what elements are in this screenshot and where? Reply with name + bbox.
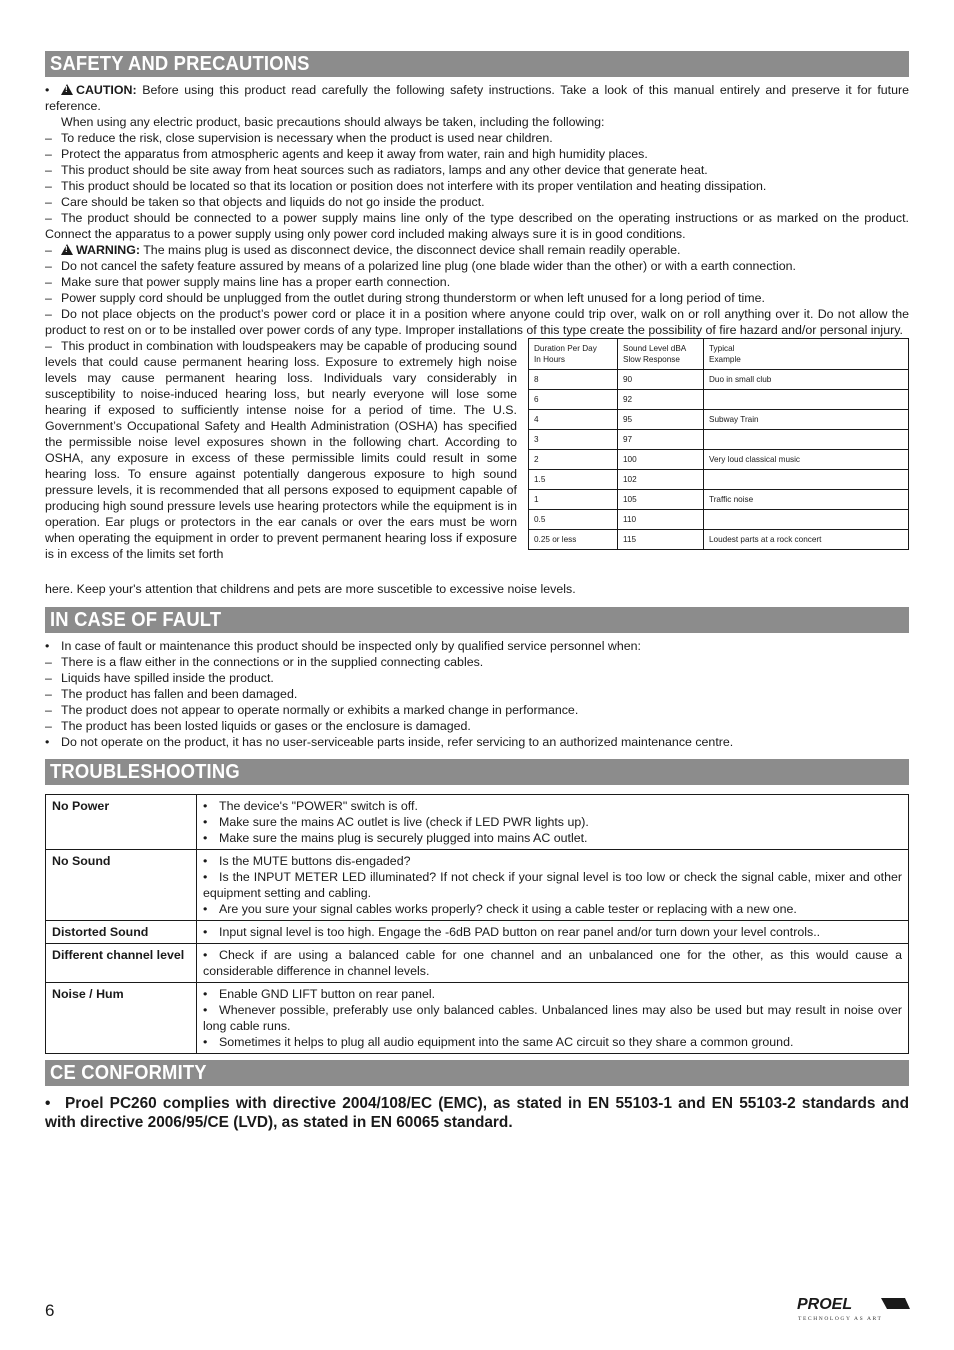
osha-table-cell: 1 bbox=[529, 490, 618, 510]
solution-cell bbox=[197, 795, 909, 850]
safety-list-b bbox=[45, 258, 909, 338]
problem-cell: Distorted Sound bbox=[46, 921, 197, 944]
safety-intro: When using any electric product, basic precautions should always be taken, including the following: bbox=[61, 115, 605, 129]
safety-list-a bbox=[45, 130, 909, 242]
safety-list-item: – To reduce the risk, close supervision is necessary when the product is used near children. bbox=[45, 131, 553, 145]
osha-table-row bbox=[529, 490, 909, 510]
safety-list-item: – Do not place objects on the product’s power cord or place it in a position where anyone could trip over, walk on or roll anything over it. Do not allow the product to rest on or to be installed over power cords of any type. Improper installations of this type create the possibility of fire hazard and/or personal injury. bbox=[45, 307, 909, 337]
osha-table-cell bbox=[704, 430, 909, 450]
safety-list-item: – This product should be located so that its location or position does not interfere with its proper ventilation and heating dissipation. bbox=[45, 179, 767, 193]
solution-item: • Whenever possible, preferably use only balanced cables. Unbalanced lines may also be used but may result in noise over long cable runs. bbox=[203, 1003, 902, 1033]
fault-body bbox=[45, 638, 909, 750]
troubleshooting-row bbox=[46, 944, 909, 983]
fault-list-item: – The product has been losted liquids or gases or the enclosure is damaged. bbox=[45, 719, 471, 733]
solution-item: • Sometimes it helps to plug all audio equipment into the same AC circuit so they share a common ground. bbox=[203, 1035, 794, 1049]
solution-item: • The device's "POWER" switch is off. bbox=[203, 799, 418, 813]
solution-item: • Check if are using a balanced cable for one channel and an unbalanced one for the other, as this would cause a considerable difference in channel levels. bbox=[203, 948, 902, 978]
osha-table-cell: 92 bbox=[618, 390, 704, 410]
osha-table-cell: 2 bbox=[529, 450, 618, 470]
osha-table-row bbox=[529, 390, 909, 410]
fault-intro: • In case of fault or maintenance this product should be inspected only by qualified service personnel when: bbox=[45, 639, 641, 653]
osha-table-cell: 95 bbox=[618, 410, 704, 430]
osha-table-cell: 4 bbox=[529, 410, 618, 430]
troubleshooting-table bbox=[45, 794, 909, 1054]
osha-header-cell: Sound Level dBA Slow Response bbox=[618, 339, 704, 370]
troubleshooting-row bbox=[46, 850, 909, 921]
osha-table-cell: Subway Train bbox=[704, 410, 909, 430]
troubleshooting-row bbox=[46, 795, 909, 850]
osha-table-row bbox=[529, 450, 909, 470]
warning-triangle-icon bbox=[61, 244, 73, 255]
warning-paragraph: –! WARNING: The mains plug is used as disconnect device, the disconnect device shall remain readily operable. bbox=[45, 242, 909, 258]
section-title-troubleshooting: TROUBLESHOOTING bbox=[45, 759, 909, 785]
section-title-safety: SAFETY AND PRECAUTIONS bbox=[45, 51, 909, 77]
solution-cell bbox=[197, 944, 909, 983]
osha-table-cell: Very loud classical music bbox=[704, 450, 909, 470]
osha-table-header bbox=[529, 339, 909, 370]
osha-table-cell: 0.5 bbox=[529, 510, 618, 530]
osha-table-cell bbox=[704, 390, 909, 410]
osha-block bbox=[45, 338, 909, 581]
fault-list-item: – Liquids have spilled inside the product. bbox=[45, 671, 274, 685]
ce-statement: • Proel PC260 complies with directive 2004/108/EC (EMC), as stated in EN 55103-1 and EN 55103-2 standards and with directive 2006/95/CE (LVD), as stated in EN 60065 standard. bbox=[45, 1095, 909, 1131]
osha-table-row bbox=[529, 430, 909, 450]
osha-table-cell: 115 bbox=[618, 530, 704, 550]
osha-table-cell: 105 bbox=[618, 490, 704, 510]
osha-table-row bbox=[529, 530, 909, 550]
page-number: 6 bbox=[45, 1301, 55, 1320]
osha-table-row bbox=[529, 370, 909, 390]
safety-body bbox=[45, 82, 909, 338]
osha-table-cell: 6 bbox=[529, 390, 618, 410]
safety-list-item: – This product should be site away from heat sources such as radiators, lamps and any other device that generate heat. bbox=[45, 163, 708, 177]
section-title-fault: IN CASE OF FAULT bbox=[45, 607, 909, 633]
osha-noise-table bbox=[528, 338, 909, 550]
osha-table-cell: 8 bbox=[529, 370, 618, 390]
osha-header-cell: Duration Per Day In Hours bbox=[529, 339, 618, 370]
osha-table-cell: 0.25 or less bbox=[529, 530, 618, 550]
solution-item: • Are you sure your signal cables works properly? check it using a cable tester or replacing with a new one. bbox=[203, 902, 797, 916]
safety-list-item: – Power supply cord should be unplugged from the outlet during strong thunderstorm or when left unused for a long period of time. bbox=[45, 291, 765, 305]
problem-cell: Different channel level bbox=[46, 944, 197, 983]
safety-list-item: – Make sure that power supply mains line has a proper earth connection. bbox=[45, 275, 451, 289]
safety-list-item: – Protect the apparatus from atmospheric agents and keep it away from water, rain and high humidity places. bbox=[45, 147, 648, 161]
solution-cell bbox=[197, 983, 909, 1054]
solution-cell bbox=[197, 921, 909, 944]
osha-table-cell: 110 bbox=[618, 510, 704, 530]
solution-cell bbox=[197, 850, 909, 921]
fault-final: • Do not operate on the product, it has no user-serviceable parts inside, refer servicing to an authorized maintenance centre. bbox=[45, 735, 734, 749]
fault-list-item: – The product has fallen and been damaged. bbox=[45, 687, 298, 701]
safety-list-item: – Care should be taken so that objects and liquids do not go inside the product. bbox=[45, 195, 485, 209]
proel-logo bbox=[797, 1294, 910, 1324]
osha-table-cell bbox=[704, 470, 909, 490]
osha-table-cell: Duo in small club bbox=[704, 370, 909, 390]
caution-paragraph: •! CAUTION: Before using this product read carefully the following safety instructions. Take a look of this manual entirely and preserve it for future reference. bbox=[45, 82, 909, 114]
solution-item: • Is the MUTE buttons dis-engaded? bbox=[203, 854, 411, 868]
solution-item: • Input signal level is too high. Engage the -6dB PAD button on rear panel and/or turn down your level controls.. bbox=[203, 925, 821, 939]
osha-header-cell: Typical Example bbox=[704, 339, 909, 370]
osha-table-cell: 100 bbox=[618, 450, 704, 470]
osha-table-row bbox=[529, 410, 909, 430]
logo-tagline: TECHNOLOGY AS ART bbox=[798, 1316, 883, 1322]
osha-table-row bbox=[529, 510, 909, 530]
osha-table-cell: 1.5 bbox=[529, 470, 618, 490]
manual-page bbox=[45, 51, 909, 1132]
osha-table-cell: Traffic noise bbox=[704, 490, 909, 510]
problem-cell: No Power bbox=[46, 795, 197, 850]
warning-triangle-icon bbox=[61, 84, 73, 95]
osha-tail: here. Keep your's attention that childrens and pets are more suscetible to excessive noise levels. bbox=[45, 582, 576, 596]
osha-table-cell bbox=[704, 510, 909, 530]
osha-table-cell: 90 bbox=[618, 370, 704, 390]
fault-list-item: – The product does not appear to operate normally or exhibits a marked change in performance. bbox=[45, 703, 579, 717]
solution-item: • Enable GND LIFT button on rear panel. bbox=[203, 987, 436, 1001]
troubleshooting-row bbox=[46, 921, 909, 944]
section-title-ce: CE CONFORMITY bbox=[45, 1060, 909, 1086]
safety-list-item: – The product should be connected to a power supply mains line only of the type described on the operating instructions or as marked on the product. Connect the apparatus to a power supply using only power cord included making always sure it is in good conditions. bbox=[45, 211, 909, 241]
safety-list-item: – Do not cancel the safety feature assured by means of a polarized line plug (one blade wider than the other) or with a earth connection. bbox=[45, 259, 796, 273]
logo-swoosh-icon bbox=[881, 1298, 910, 1309]
solution-item: • Make sure the mains plug is securely plugged into mains AC outlet. bbox=[203, 831, 588, 845]
osha-table-cell: 102 bbox=[618, 470, 704, 490]
logo-wordmark: PROEL bbox=[797, 1296, 853, 1313]
problem-cell: No Sound bbox=[46, 850, 197, 921]
osha-table-row bbox=[529, 470, 909, 490]
problem-cell: Noise / Hum bbox=[46, 983, 197, 1054]
osha-table-cell: Loudest parts at a rock concert bbox=[704, 530, 909, 550]
solution-item: • Is the INPUT METER LED illuminated? If not check if your signal level is too low or check the signal cable, mixer and other equipment setting and cabling. bbox=[203, 870, 902, 900]
osha-table-cell: 97 bbox=[618, 430, 704, 450]
osha-paragraph: – This product in combination with loudspeakers may be capable of producing sound levels that could cause permanent hearing loss. Exposure to extremely high noise levels may cause permanent hearing loss. Individuals vary considerably in susceptibility to noise-induced hearing loss, but nearly everyone will lose some hearing if exposed to sufficiently intense noise for a period of time. The U.S. Government’s Occupational Safety and Health Administration (OSHA) has specified the permissible noise level exposures shown in the following chart. According to OSHA, any exposure in excess of these permissible limits could result in some hearing loss. To ensure against potentially dangerous exposure to high sound pressure levels, it is recommended that all persons exposed to equipment capable of producing high sound pressure levels use hearing protectors while the equipment is in operation. Ear plugs or protectors in the ear canals or over the ears must be worn when operating the equipment in order to prevent permanent hearing loss if exposure is in excess of the limits set forth bbox=[45, 339, 517, 561]
fault-list-item: – There is a flaw either in the connections or in the supplied connecting cables. bbox=[45, 655, 484, 669]
osha-table-cell: 3 bbox=[529, 430, 618, 450]
fault-list bbox=[45, 654, 909, 734]
solution-item: • Make sure the mains AC outlet is live (check if LED PWR lights up). bbox=[203, 815, 589, 829]
troubleshooting-row bbox=[46, 983, 909, 1054]
